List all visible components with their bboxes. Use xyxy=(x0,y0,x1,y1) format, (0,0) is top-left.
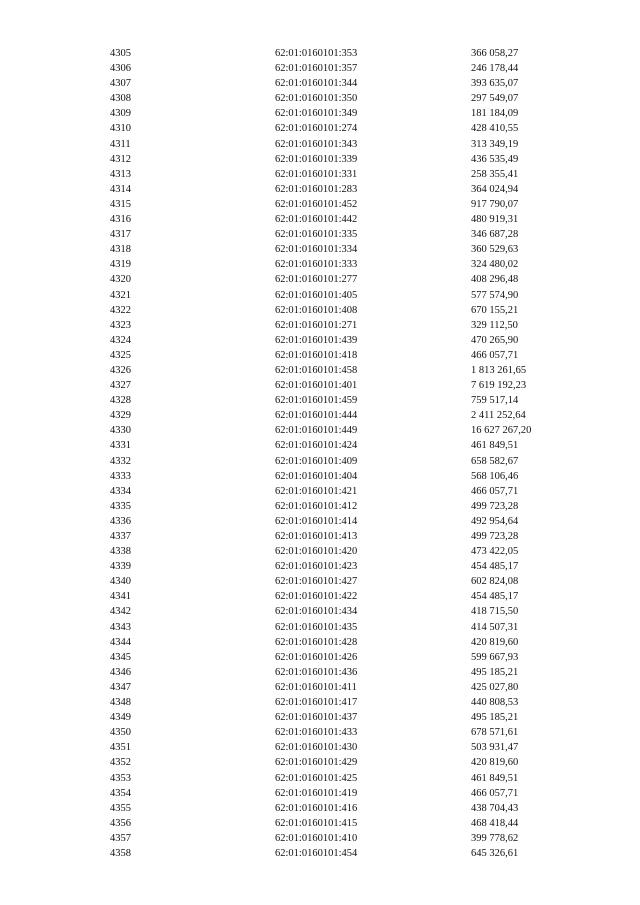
record-number-cell: 4320 xyxy=(110,274,131,286)
record-number-cell: 4325 xyxy=(110,349,131,361)
record-number-cell: 4310 xyxy=(110,123,131,135)
cadastral-value-cell: 408 296,48 xyxy=(471,274,519,286)
cadastral-number-cell: 62:01:0160101:408 xyxy=(275,304,358,316)
cadastral-value-cell: 297 549,07 xyxy=(471,93,519,105)
record-number-cell: 4349 xyxy=(110,712,131,724)
cadastral-value-cell: 468 418,44 xyxy=(471,817,519,829)
cadastral-number-cell: 62:01:0160101:444 xyxy=(275,410,358,422)
cadastral-value-cell: 436 535,49 xyxy=(471,153,519,165)
record-number-cell: 4351 xyxy=(110,742,131,754)
record-number-cell: 4322 xyxy=(110,304,131,316)
table-row xyxy=(110,710,571,725)
table-row xyxy=(110,423,571,438)
cadastral-value-cell: 428 410,55 xyxy=(471,123,519,135)
cadastral-value-cell: 602 824,08 xyxy=(471,576,519,588)
cadastral-value-cell: 470 265,90 xyxy=(471,334,519,346)
table-row xyxy=(110,137,571,152)
record-number-cell: 4319 xyxy=(110,259,131,271)
record-number-cell: 4333 xyxy=(110,470,131,482)
cadastral-number-cell: 62:01:0160101:405 xyxy=(275,289,358,301)
cadastral-value-cell: 568 106,46 xyxy=(471,470,519,482)
cadastral-value-cell: 418 715,50 xyxy=(471,606,519,618)
table-row xyxy=(110,182,571,197)
cadastral-value-cell: 246 178,44 xyxy=(471,63,519,75)
table-row xyxy=(110,604,571,619)
cadastral-value-cell: 461 849,51 xyxy=(471,772,519,784)
cadastral-value-cell: 366 058,27 xyxy=(471,48,519,59)
cadastral-value-cell: 420 819,60 xyxy=(471,636,519,648)
table-row xyxy=(110,333,571,348)
record-number-cell: 4341 xyxy=(110,591,131,603)
cadastral-number-cell: 62:01:0160101:334 xyxy=(275,244,358,256)
record-number-cell: 4331 xyxy=(110,440,131,452)
cadastral-number-cell: 62:01:0160101:412 xyxy=(275,500,358,512)
cadastral-value-cell: 503 931,47 xyxy=(471,742,519,754)
record-number-cell: 4317 xyxy=(110,229,131,241)
cadastral-value-cell: 670 155,21 xyxy=(471,304,519,316)
cadastral-value-cell: 329 112,50 xyxy=(471,319,518,331)
record-number-cell: 4313 xyxy=(110,168,131,180)
cadastral-number-cell: 62:01:0160101:274 xyxy=(275,123,358,135)
cadastral-number-cell: 62:01:0160101:283 xyxy=(275,183,358,195)
cadastral-number-cell: 62:01:0160101:435 xyxy=(275,621,358,633)
cadastral-value-cell: 492 954,64 xyxy=(471,515,519,527)
record-number-cell: 4339 xyxy=(110,561,131,573)
cadastral-number-cell: 62:01:0160101:419 xyxy=(275,787,358,799)
cadastral-number-cell: 62:01:0160101:353 xyxy=(275,48,358,59)
record-number-cell: 4356 xyxy=(110,817,131,829)
cadastral-number-cell: 62:01:0160101:410 xyxy=(275,832,358,844)
cadastral-number-cell: 62:01:0160101:335 xyxy=(275,229,358,241)
table-row xyxy=(110,499,571,514)
table-row xyxy=(110,91,571,106)
cadastral-value-cell: 495 185,21 xyxy=(471,666,519,678)
table-body xyxy=(110,46,571,861)
cadastral-number-cell: 62:01:0160101:454 xyxy=(275,847,358,859)
cadastral-value-cell: 258 355,41 xyxy=(471,168,519,180)
table-row xyxy=(110,167,571,182)
table-row xyxy=(110,846,571,861)
record-number-cell: 4329 xyxy=(110,410,131,422)
cadastral-value-cell: 313 349,19 xyxy=(471,138,519,150)
record-number-cell: 4311 xyxy=(110,138,131,150)
cadastral-number-cell: 62:01:0160101:411 xyxy=(275,681,357,693)
record-number-cell: 4353 xyxy=(110,772,131,784)
cadastral-number-cell: 62:01:0160101:344 xyxy=(275,78,358,90)
table-row xyxy=(110,725,571,740)
table-row xyxy=(110,831,571,846)
cadastral-number-cell: 62:01:0160101:439 xyxy=(275,334,358,346)
table-row xyxy=(110,257,571,272)
cadastral-number-cell: 62:01:0160101:271 xyxy=(275,319,358,331)
table-row xyxy=(110,197,571,212)
cadastral-number-cell: 62:01:0160101:333 xyxy=(275,259,358,271)
table-row xyxy=(110,288,571,303)
cadastral-number-cell: 62:01:0160101:422 xyxy=(275,591,358,603)
record-number-cell: 4358 xyxy=(110,847,131,859)
cadastral-value-cell: 466 057,71 xyxy=(471,485,519,497)
cadastral-value-cell: 454 485,17 xyxy=(471,561,519,573)
record-number-cell: 4355 xyxy=(110,802,131,814)
table-row xyxy=(110,529,571,544)
cadastral-number-cell: 62:01:0160101:427 xyxy=(275,576,358,588)
table-row xyxy=(110,469,571,484)
cadastral-number-cell: 62:01:0160101:417 xyxy=(275,697,358,709)
record-number-cell: 4342 xyxy=(110,606,131,618)
cadastral-value-cell: 577 574,90 xyxy=(471,289,519,301)
record-number-cell: 4337 xyxy=(110,531,131,542)
table-row xyxy=(110,363,571,378)
table-row xyxy=(110,106,571,121)
cadastral-number-cell: 62:01:0160101:459 xyxy=(275,395,358,407)
cadastral-value-cell: 425 027,80 xyxy=(471,681,519,693)
table-row xyxy=(110,46,571,61)
cadastral-value-table xyxy=(110,46,571,861)
table-row xyxy=(110,242,571,257)
record-number-cell: 4327 xyxy=(110,380,131,392)
cadastral-value-cell: 466 057,71 xyxy=(471,349,519,361)
table-row xyxy=(110,574,571,589)
cadastral-number-cell: 62:01:0160101:437 xyxy=(275,712,358,724)
record-number-cell: 4344 xyxy=(110,636,131,648)
table-row xyxy=(110,755,571,770)
cadastral-number-cell: 62:01:0160101:426 xyxy=(275,651,358,663)
cadastral-number-cell: 62:01:0160101:277 xyxy=(275,274,358,286)
table-row xyxy=(110,408,571,423)
cadastral-value-cell: 678 571,61 xyxy=(471,727,519,739)
cadastral-number-cell: 62:01:0160101:433 xyxy=(275,727,358,739)
cadastral-number-cell: 62:01:0160101:424 xyxy=(275,440,358,452)
table-row xyxy=(110,544,571,559)
cadastral-value-cell: 454 485,17 xyxy=(471,591,519,603)
cadastral-value-cell: 393 635,07 xyxy=(471,78,519,90)
cadastral-number-cell: 62:01:0160101:436 xyxy=(275,666,358,678)
record-number-cell: 4343 xyxy=(110,621,131,633)
cadastral-number-cell: 62:01:0160101:339 xyxy=(275,153,358,165)
table-row xyxy=(110,665,571,680)
cadastral-value-cell: 364 024,94 xyxy=(471,183,519,195)
cadastral-number-cell: 62:01:0160101:331 xyxy=(275,168,358,180)
table-row xyxy=(110,816,571,831)
cadastral-value-cell: 466 057,71 xyxy=(471,787,519,799)
cadastral-number-cell: 62:01:0160101:404 xyxy=(275,470,358,482)
table-row xyxy=(110,559,571,574)
table-row xyxy=(110,771,571,786)
table-row xyxy=(110,680,571,695)
table-row xyxy=(110,454,571,469)
table-row xyxy=(110,514,571,529)
table-row xyxy=(110,695,571,710)
table-row xyxy=(110,348,571,363)
cadastral-number-cell: 62:01:0160101:414 xyxy=(275,515,358,527)
cadastral-number-cell: 62:01:0160101:429 xyxy=(275,757,358,769)
table-row xyxy=(110,740,571,755)
cadastral-number-cell: 62:01:0160101:357 xyxy=(275,63,358,75)
record-number-cell: 4340 xyxy=(110,576,131,588)
record-number-cell: 4323 xyxy=(110,319,131,331)
table-row xyxy=(110,303,571,318)
record-number-cell: 4357 xyxy=(110,832,131,844)
record-number-cell: 4307 xyxy=(110,78,131,90)
record-number-cell: 4354 xyxy=(110,787,131,799)
record-number-cell: 4347 xyxy=(110,681,131,693)
record-number-cell: 4312 xyxy=(110,153,131,165)
record-number-cell: 4324 xyxy=(110,334,131,346)
cadastral-number-cell: 62:01:0160101:434 xyxy=(275,606,358,618)
record-number-cell: 4316 xyxy=(110,214,131,226)
table-row xyxy=(110,121,571,136)
cadastral-value-cell: 440 808,53 xyxy=(471,697,519,709)
cadastral-number-cell: 62:01:0160101:423 xyxy=(275,561,358,573)
record-number-cell: 4318 xyxy=(110,244,131,256)
record-number-cell: 4352 xyxy=(110,757,131,769)
record-number-cell: 4328 xyxy=(110,395,131,407)
cadastral-number-cell: 62:01:0160101:350 xyxy=(275,93,358,105)
cadastral-value-cell: 346 687,28 xyxy=(471,229,519,241)
cadastral-number-cell: 62:01:0160101:430 xyxy=(275,742,358,754)
cadastral-value-cell: 917 790,07 xyxy=(471,198,519,210)
record-number-cell: 4336 xyxy=(110,515,131,527)
record-number-cell: 4315 xyxy=(110,198,131,210)
cadastral-number-cell: 62:01:0160101:458 xyxy=(275,364,358,376)
cadastral-value-cell: 499 723,28 xyxy=(471,500,519,512)
cadastral-value-cell: 645 326,61 xyxy=(471,847,519,859)
record-number-cell: 4348 xyxy=(110,697,131,709)
table-row xyxy=(110,378,571,393)
cadastral-value-cell: 7 619 192,23 xyxy=(471,380,527,392)
cadastral-value-cell: 360 529,63 xyxy=(471,244,519,256)
table-row xyxy=(110,589,571,604)
cadastral-value-cell: 438 704,43 xyxy=(471,802,519,814)
cadastral-number-cell: 62:01:0160101:343 xyxy=(275,138,358,150)
table-row xyxy=(110,650,571,665)
record-number-cell: 4330 xyxy=(110,425,131,437)
record-number-cell: 4321 xyxy=(110,289,131,301)
cadastral-value-cell: 759 517,14 xyxy=(471,395,519,407)
table-row xyxy=(110,635,571,650)
record-number-cell: 4334 xyxy=(110,485,131,497)
record-number-cell: 4338 xyxy=(110,546,131,558)
cadastral-value-cell: 480 919,31 xyxy=(471,214,519,226)
cadastral-number-cell: 62:01:0160101:401 xyxy=(275,380,358,392)
cadastral-value-cell: 658 582,67 xyxy=(471,455,519,467)
cadastral-number-cell: 62:01:0160101:416 xyxy=(275,802,358,814)
cadastral-number-cell: 62:01:0160101:421 xyxy=(275,485,358,497)
cadastral-value-cell: 414 507,31 xyxy=(471,621,519,633)
cadastral-number-cell: 62:01:0160101:428 xyxy=(275,636,358,648)
cadastral-number-cell: 62:01:0160101:418 xyxy=(275,349,358,361)
table-row xyxy=(110,393,571,408)
cadastral-value-cell: 499 723,28 xyxy=(471,531,519,542)
cadastral-number-cell: 62:01:0160101:442 xyxy=(275,214,358,226)
cadastral-value-cell: 399 778,62 xyxy=(471,832,519,844)
record-number-cell: 4332 xyxy=(110,455,131,467)
record-number-cell: 4346 xyxy=(110,666,131,678)
table-row xyxy=(110,438,571,453)
cadastral-value-cell: 324 480,02 xyxy=(471,259,519,271)
table-row xyxy=(110,801,571,816)
table-row xyxy=(110,620,571,635)
cadastral-value-cell: 16 627 267,20 xyxy=(471,425,532,437)
record-number-cell: 4335 xyxy=(110,500,131,512)
record-number-cell: 4308 xyxy=(110,93,131,105)
table-row xyxy=(110,227,571,242)
cadastral-value-cell: 2 411 252,64 xyxy=(471,410,526,422)
table-row xyxy=(110,484,571,499)
cadastral-value-cell: 1 813 261,65 xyxy=(471,364,527,376)
cadastral-value-cell: 495 185,21 xyxy=(471,712,519,724)
table-row xyxy=(110,786,571,801)
record-number-cell: 4314 xyxy=(110,183,131,195)
cadastral-number-cell: 62:01:0160101:415 xyxy=(275,817,358,829)
cadastral-value-cell: 181 184,09 xyxy=(471,108,519,120)
cadastral-value-cell: 473 422,05 xyxy=(471,546,519,558)
cadastral-number-cell: 62:01:0160101:413 xyxy=(275,531,358,542)
cadastral-value-cell: 599 667,93 xyxy=(471,651,519,663)
table-row xyxy=(110,152,571,167)
record-number-cell: 4345 xyxy=(110,651,131,663)
cadastral-number-cell: 62:01:0160101:452 xyxy=(275,198,358,210)
record-number-cell: 4305 xyxy=(110,48,131,59)
cadastral-value-cell: 461 849,51 xyxy=(471,440,519,452)
cadastral-number-cell: 62:01:0160101:409 xyxy=(275,455,358,467)
record-number-cell: 4350 xyxy=(110,727,131,739)
table-row xyxy=(110,212,571,227)
record-number-cell: 4326 xyxy=(110,364,131,376)
cadastral-value-cell: 420 819,60 xyxy=(471,757,519,769)
table-row xyxy=(110,318,571,333)
table-row xyxy=(110,76,571,91)
cadastral-number-cell: 62:01:0160101:449 xyxy=(275,425,358,437)
record-number-cell: 4309 xyxy=(110,108,131,120)
table-row xyxy=(110,61,571,76)
record-number-cell: 4306 xyxy=(110,63,131,75)
cadastral-number-cell: 62:01:0160101:425 xyxy=(275,772,358,784)
table-row xyxy=(110,272,571,287)
cadastral-number-cell: 62:01:0160101:349 xyxy=(275,108,358,120)
cadastral-number-cell: 62:01:0160101:420 xyxy=(275,546,358,558)
